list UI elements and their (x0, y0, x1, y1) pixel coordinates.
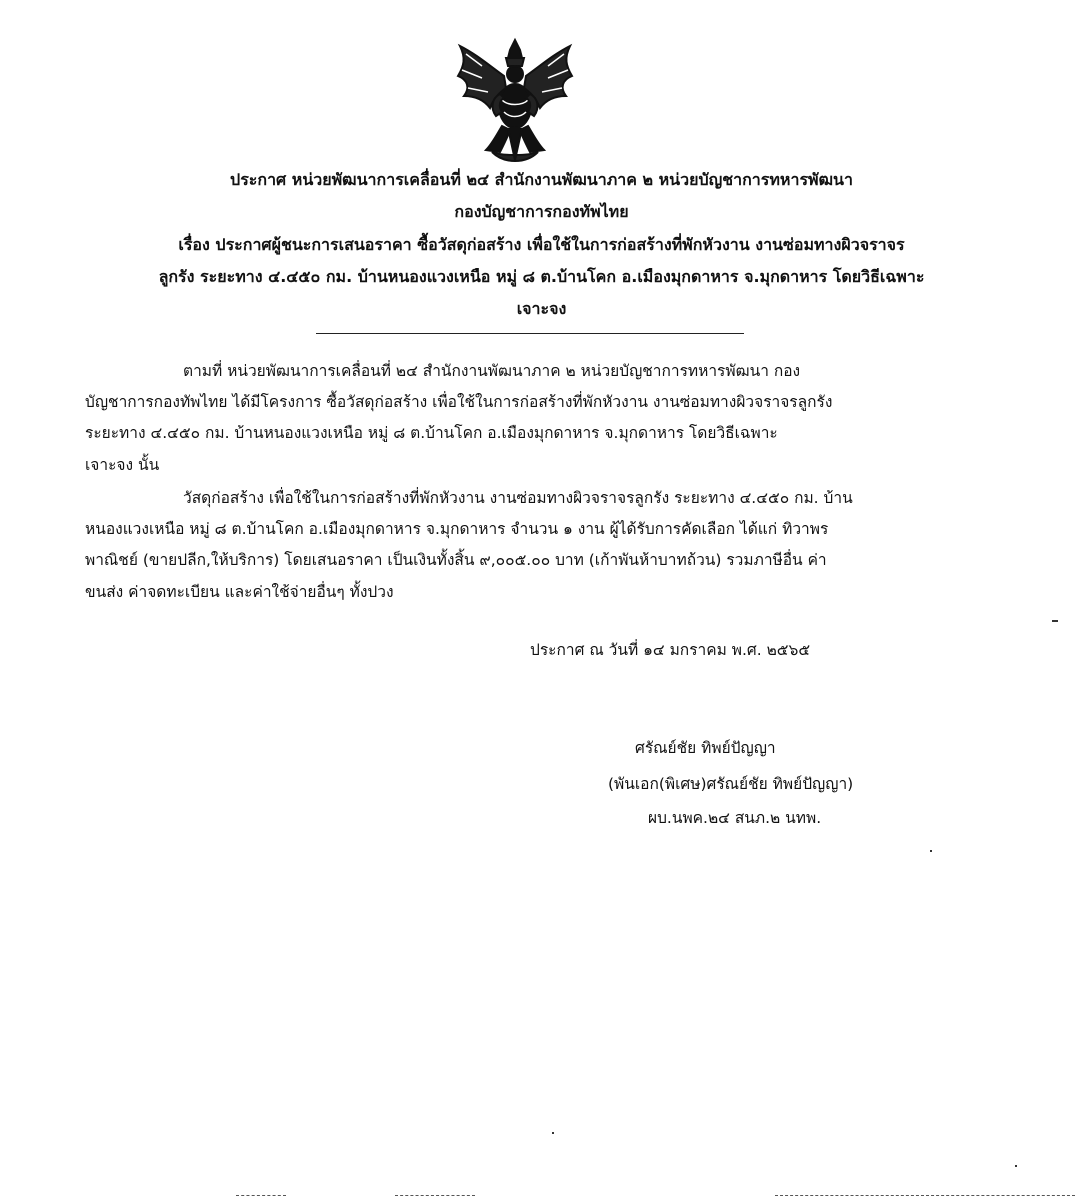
announcement-title-line-2: กองบัญชาการกองทัพไทย (454, 202, 629, 221)
scan-speck (930, 850, 932, 852)
scan-speck (1015, 1165, 1017, 1167)
signature-full-name: (พันเอก(พิเศษ)ศรัณย์ชัย ทิพย์ปัญญา) (608, 775, 854, 793)
announcement-date: ประกาศ ณ วันที่ ๑๔ มกราคม พ.ศ. ๒๕๖๕ (530, 641, 811, 659)
paragraph-1-line: เจาะจง นั้น (85, 456, 160, 474)
paragraph-2-line: พาณิชย์ (ขายปลีก,ให้บริการ) โดยเสนอราคา เป็นเงินทั้งสิ้น ๙,๐๐๕.๐๐ บาท (เก้าพันห้าบาทถ้วน) รวมภาษีอื่น ค่า (85, 551, 827, 569)
announcement-subject-line-3: เจาะจง (516, 299, 567, 318)
paragraph-2-line: หนองแวงเหนือ หมู่ ๘ ต.บ้านโคก อ.เมืองมุกดาหาร จ.มุกดาหาร จำนวน ๑ งาน ผู้ได้รับการคัดเลือก ได้แก่ ทิวาพร (85, 520, 829, 538)
header-divider (316, 333, 744, 334)
signature-position: ผบ.นพค.๒๔ สนภ.๒ นทพ. (648, 809, 822, 827)
paragraph-2-line: ขนส่ง ค่าจดทะเบียน และค่าใช้จ่ายอื่นๆ ทั้งปวง (85, 583, 394, 601)
paragraph-2-line: วัสดุก่อสร้าง เพื่อใช้ในการก่อสร้างที่พักหัวงาน งานซ่อมทางผิวจราจรลูกรัง ระยะทาง ๔.๔๕๐ กม. บ้าน (183, 489, 853, 507)
announcement-subject: เรื่อง ประกาศผู้ชนะการเสนอราคา ซื้อวัสดุก่อสร้าง เพื่อใช้ในการก่อสร้างที่พักหัวงาน งานซ่อมทางผิวจราจร (178, 235, 905, 254)
garuda-emblem-icon (452, 36, 578, 168)
paragraph-1-line: บัญชาการกองทัพไทย ได้มีโครงการ ซื้อวัสดุก่อสร้าง เพื่อใช้ในการก่อสร้างที่พักหัวงาน งานซ่อมทางผิวจราจรลูกรัง (85, 393, 833, 411)
scan-speck (552, 1132, 554, 1134)
signature-name: ศรัณย์ชัย ทิพย์ปัญญา (635, 739, 776, 757)
scan-edge (775, 1195, 1075, 1196)
paragraph-1-line: ระยะทาง ๔.๔๕๐ กม. บ้านหนองแวงเหนือ หมู่ ๘ ต.บ้านโคก อ.เมืองมุกดาหาร จ.มุกดาหาร โดยวิธีเฉพาะ (85, 424, 778, 442)
announcement-subject-line-2: ลูกรัง ระยะทาง ๔.๔๕๐ กม. บ้านหนองแวงเหนือ หมู่ ๘ ต.บ้านโคก อ.เมืองมุกดาหาร จ.มุกดาหาร โดยวิธีเฉพาะ (158, 267, 925, 286)
scan-edge (395, 1195, 475, 1196)
paragraph-1-line: ตามที่ หน่วยพัฒนาการเคลื่อนที่ ๒๔ สำนักงานพัฒนาภาค ๒ หน่วยบัญชาการทหารพัฒนา กอง (183, 362, 801, 380)
scan-edge (236, 1195, 286, 1196)
scan-speck (1052, 620, 1058, 622)
announcement-title: ประกาศ หน่วยพัฒนาการเคลื่อนที่ ๒๔ สำนักงานพัฒนาภาค ๒ หน่วยบัญชาการทหารพัฒนา (230, 170, 853, 189)
